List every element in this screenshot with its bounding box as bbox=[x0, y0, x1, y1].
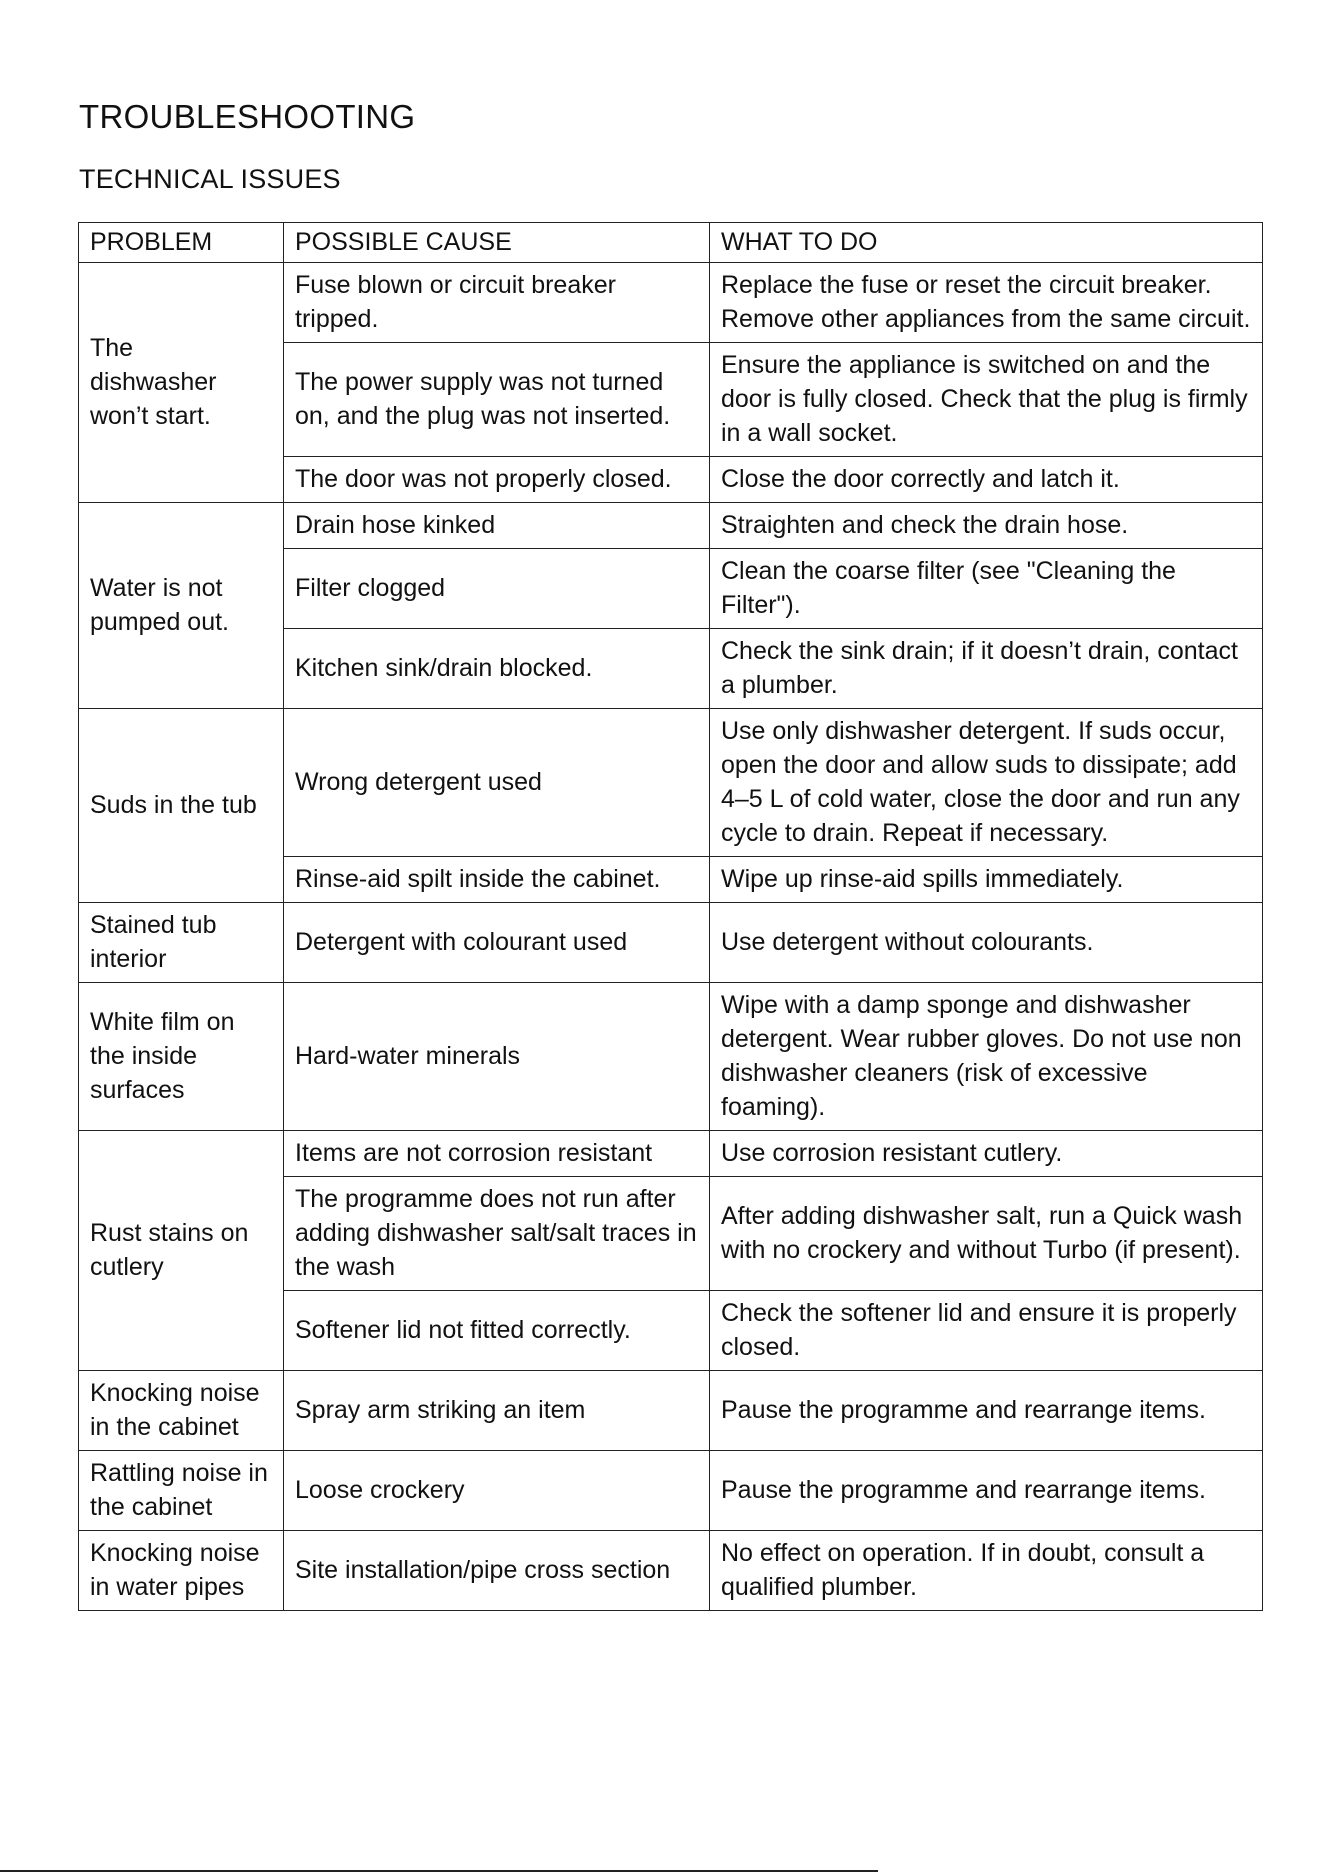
action-cell: No effect on operation. If in doubt, consult a qualified plumber. bbox=[710, 1531, 1263, 1611]
problem-cell: Water is not pumped out. bbox=[79, 503, 284, 709]
action-cell: Wipe with a damp sponge and dishwasher detergent. Wear rubber gloves. Do not use non dishwasher cleaners (risk of excessive foaming). bbox=[710, 983, 1263, 1131]
page-title: TROUBLESHOOTING bbox=[79, 98, 416, 135]
cause-cell: Rinse-aid spilt inside the cabinet. bbox=[284, 857, 710, 903]
problem-cell: Rattling noise in the cabinet bbox=[79, 1451, 284, 1531]
table-header bbox=[79, 223, 1263, 263]
action-cell: Straighten and check the drain hose. bbox=[710, 503, 1263, 549]
header-what-to-do: WHAT TO DO bbox=[710, 223, 1263, 263]
cause-cell: Fuse blown or circuit breaker tripped. bbox=[284, 263, 710, 343]
table-row bbox=[79, 503, 1263, 549]
action-cell: Use detergent without colourants. bbox=[710, 903, 1263, 983]
cause-cell: Hard-water minerals bbox=[284, 983, 710, 1131]
problem-cell: Rust stains on cutlery bbox=[79, 1131, 284, 1371]
problem-cell: Knocking noise in water pipes bbox=[79, 1531, 284, 1611]
action-cell: Wipe up rinse-aid spills immediately. bbox=[710, 857, 1263, 903]
table-row bbox=[79, 983, 1263, 1131]
table-body bbox=[79, 263, 1263, 1611]
problem-cell: Stained tub interior bbox=[79, 903, 284, 983]
cause-cell: Items are not corrosion resistant bbox=[284, 1131, 710, 1177]
section-title: TECHNICAL ISSUES bbox=[79, 164, 341, 194]
cause-cell: Kitchen sink/drain blocked. bbox=[284, 629, 710, 709]
action-cell: Clean the coarse filter (see "Cleaning the Filter"). bbox=[710, 549, 1263, 629]
table-row bbox=[79, 709, 1263, 857]
header-problem: PROBLEM bbox=[79, 223, 284, 263]
cause-cell: Detergent with colourant used bbox=[284, 903, 710, 983]
cause-cell: The programme does not run after adding dishwasher salt/salt traces in the wash bbox=[284, 1177, 710, 1291]
table-row bbox=[79, 1451, 1263, 1531]
action-cell: Ensure the appliance is switched on and the door is fully closed. Check that the plug is firmly in a wall socket. bbox=[710, 343, 1263, 457]
cause-cell: Spray arm striking an item bbox=[284, 1371, 710, 1451]
table-row bbox=[79, 903, 1263, 983]
problem-cell: The dishwasher won’t start. bbox=[79, 263, 284, 503]
table-row bbox=[79, 1371, 1263, 1451]
action-cell: Replace the fuse or reset the circuit breaker. Remove other appliances from the same circuit. bbox=[710, 263, 1263, 343]
header-possible-cause: POSSIBLE CAUSE bbox=[284, 223, 710, 263]
troubleshooting-table bbox=[78, 222, 1263, 1611]
cause-cell: Site installation/pipe cross section bbox=[284, 1531, 710, 1611]
header-row bbox=[79, 223, 1263, 263]
cause-cell: Drain hose kinked bbox=[284, 503, 710, 549]
action-cell: Close the door correctly and latch it. bbox=[710, 457, 1263, 503]
problem-cell: Knocking noise in the cabinet bbox=[79, 1371, 284, 1451]
table-row bbox=[79, 1531, 1263, 1611]
action-cell: Pause the programme and rearrange items. bbox=[710, 1371, 1263, 1451]
action-cell: Check the softener lid and ensure it is properly closed. bbox=[710, 1291, 1263, 1371]
cause-cell: The door was not properly closed. bbox=[284, 457, 710, 503]
table-row bbox=[79, 1131, 1263, 1177]
cause-cell: Filter clogged bbox=[284, 549, 710, 629]
cause-cell: Wrong detergent used bbox=[284, 709, 710, 857]
action-cell: Use only dishwasher detergent. If suds occur, open the door and allow suds to dissipate; add 4–5 L of cold water, close the door and run any cycle to drain. Repeat if necessary. bbox=[710, 709, 1263, 857]
action-cell: After adding dishwasher salt, run a Quick wash with no crockery and without Turbo (if present). bbox=[710, 1177, 1263, 1291]
problem-cell: Suds in the tub bbox=[79, 709, 284, 903]
action-cell: Check the sink drain; if it doesn’t drain, contact a plumber. bbox=[710, 629, 1263, 709]
cause-cell: Softener lid not fitted correctly. bbox=[284, 1291, 710, 1371]
table-row bbox=[79, 263, 1263, 343]
action-cell: Use corrosion resistant cutlery. bbox=[710, 1131, 1263, 1177]
action-cell: Pause the programme and rearrange items. bbox=[710, 1451, 1263, 1531]
problem-cell: White film on the inside surfaces bbox=[79, 983, 284, 1131]
cause-cell: Loose crockery bbox=[284, 1451, 710, 1531]
cause-cell: The power supply was not turned on, and the plug was not inserted. bbox=[284, 343, 710, 457]
